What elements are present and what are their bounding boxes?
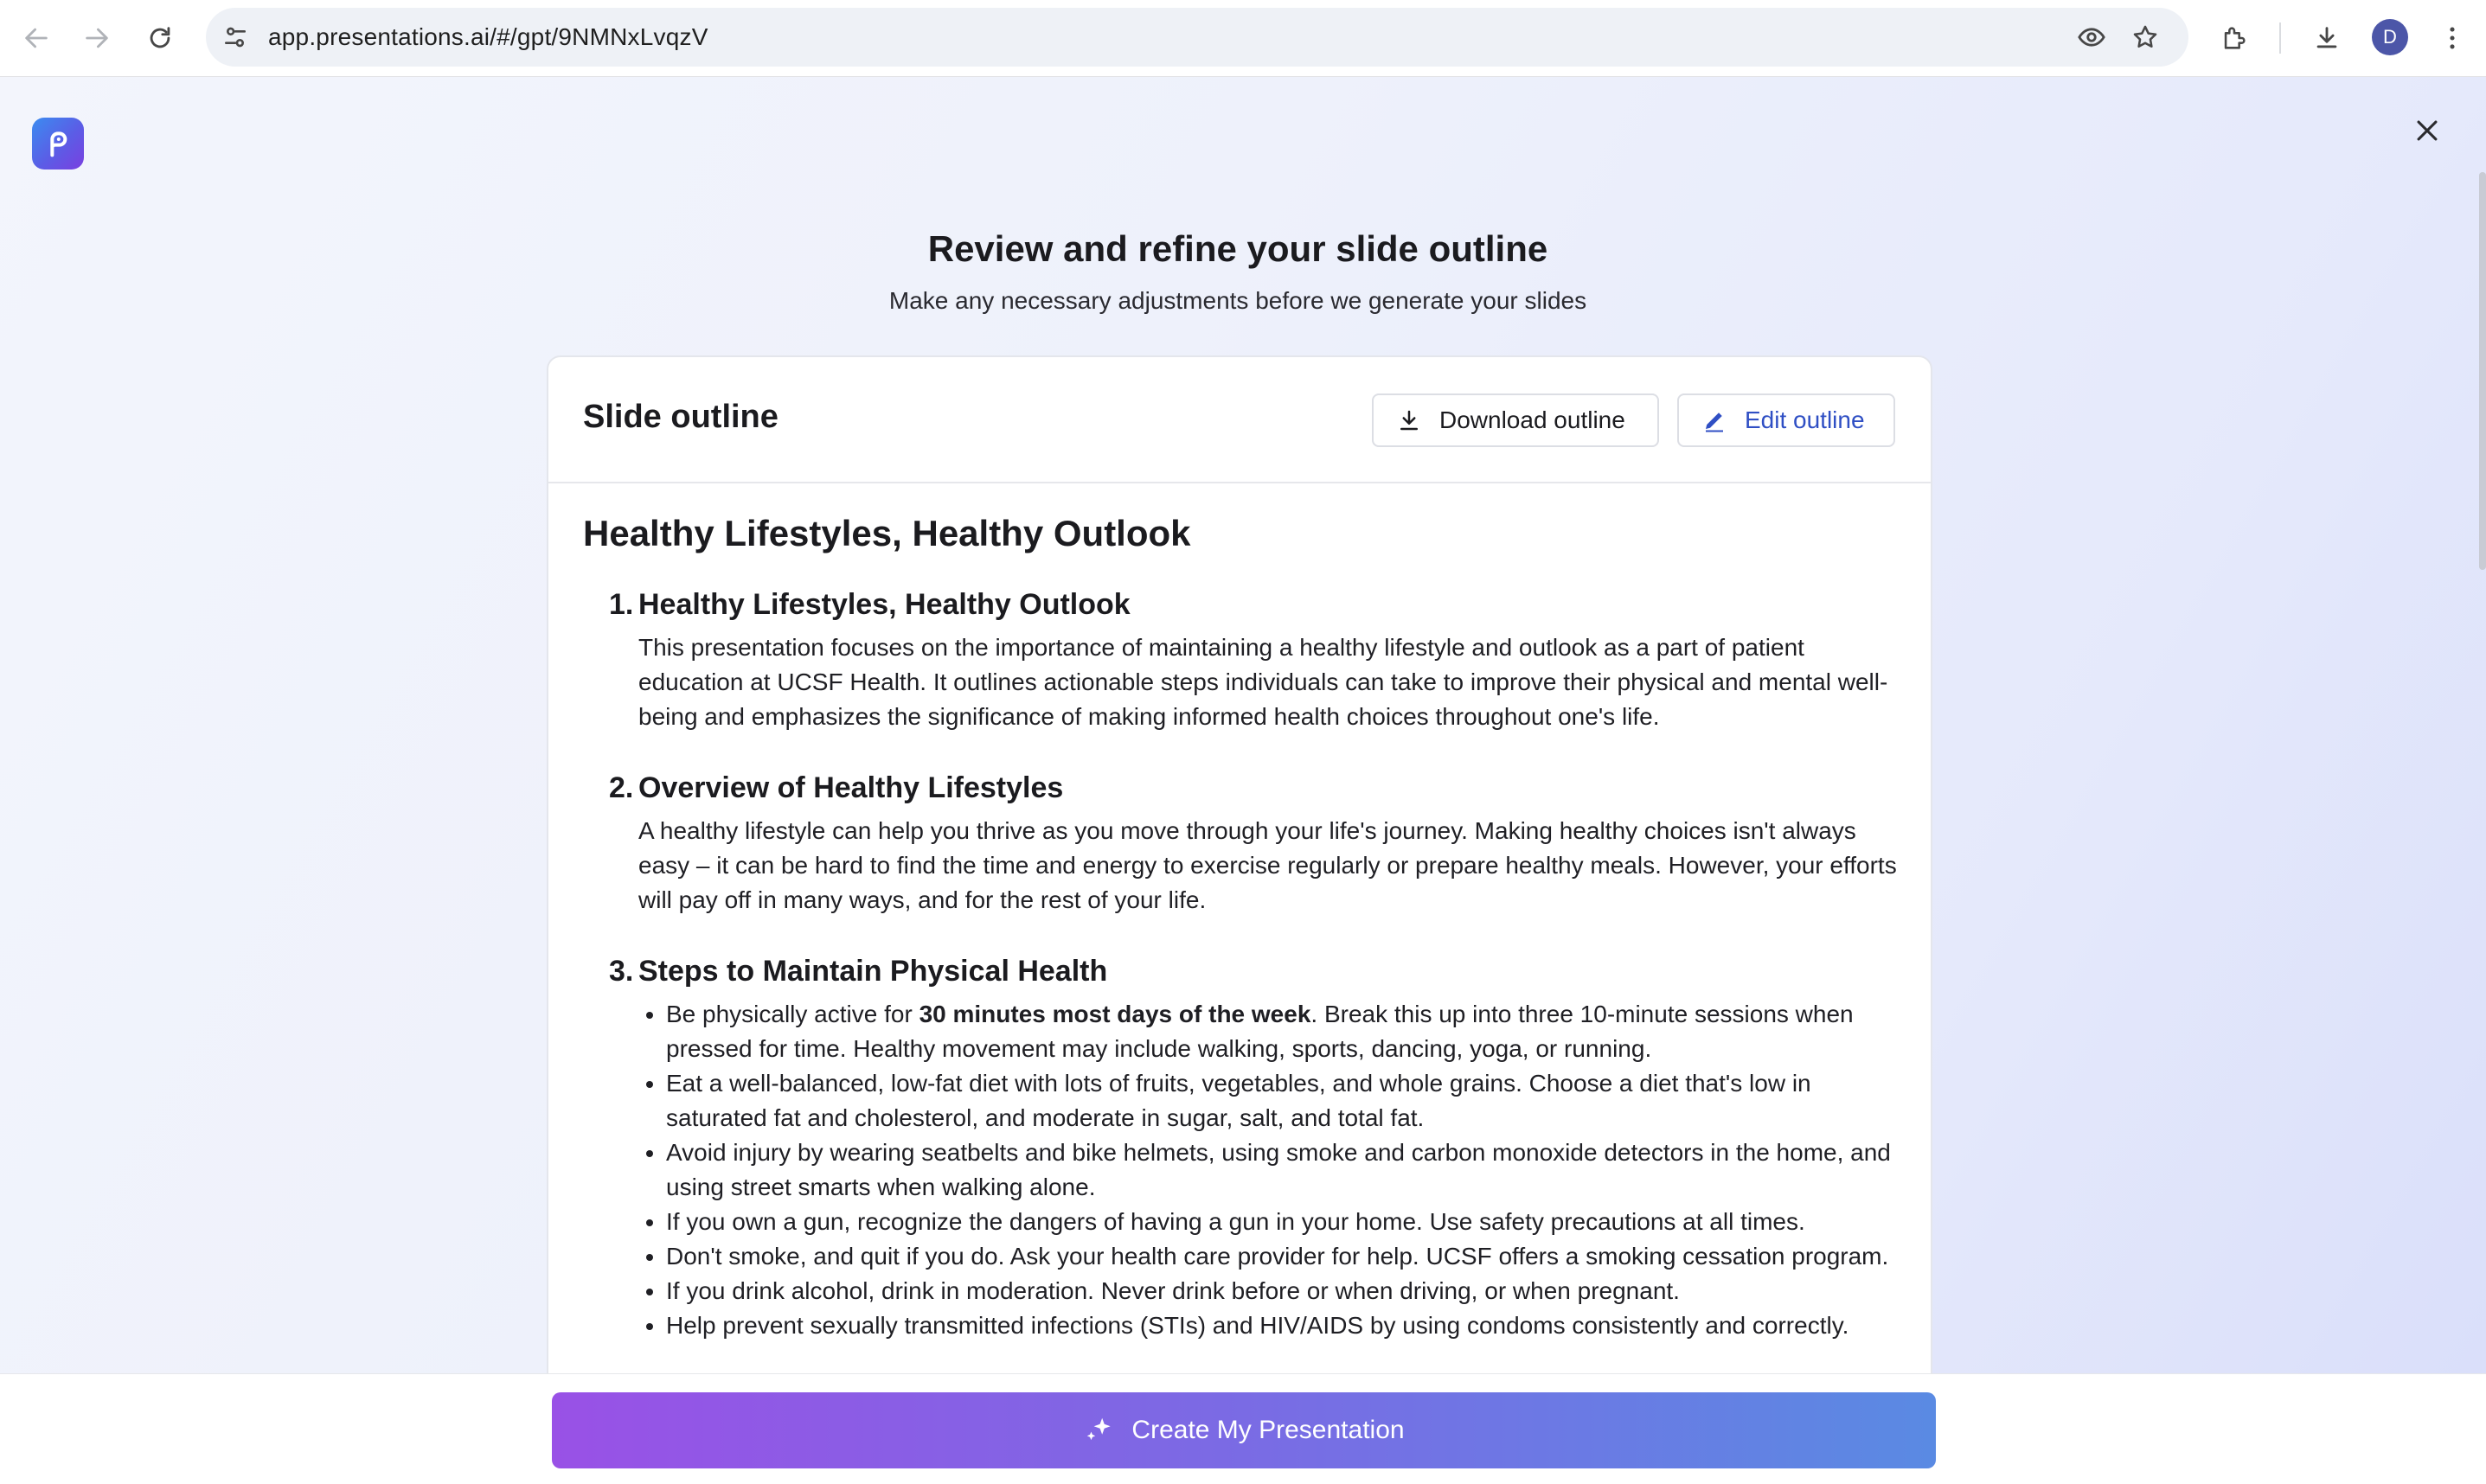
- create-presentation-label: Create My Presentation: [1131, 1416, 1405, 1444]
- edit-outline-button[interactable]: [1677, 393, 1895, 447]
- arrow-right-icon: [82, 23, 112, 53]
- download-outline-button[interactable]: [1372, 393, 1659, 447]
- more-menu-icon[interactable]: [2431, 16, 2474, 60]
- toolbar-separator: [2279, 22, 2281, 54]
- page: [0, 77, 2486, 1484]
- arrow-left-icon: [22, 23, 51, 53]
- bullet-item: • Avoid injury by wearing seatbelts and bike helmets, using smoke and carbon monoxide detectors in the home, and using street smarts when walking alone.: [666, 1135, 1898, 1205]
- pencil-icon: [1701, 407, 1727, 433]
- reload-icon: [145, 23, 175, 53]
- download-icon[interactable]: [2305, 16, 2348, 60]
- card-header: [548, 357, 1931, 483]
- section-number: 3.: [609, 955, 634, 988]
- section-heading: Healthy Lifestyles, Healthy Outlook: [638, 588, 1131, 621]
- section-number: 2.: [609, 771, 634, 804]
- extensions-icon[interactable]: [2213, 16, 2256, 60]
- bullet-item: • Eat a well-balanced, low-fat diet with lots of fruits, vegetables, and whole grains. Choose a diet that's low in saturated fat and cholesterol, and moderate in sugar, salt, and total fat.: [666, 1066, 1898, 1135]
- outline-title: Healthy Lifestyles, Healthy Outlook: [583, 513, 1191, 553]
- section-number: 1.: [609, 588, 634, 621]
- browser-toolbar: [0, 0, 2486, 77]
- section-heading: Steps to Maintain Physical Health: [638, 955, 1108, 988]
- profile-avatar[interactable]: D: [2372, 19, 2408, 55]
- forward-button[interactable]: [73, 14, 121, 62]
- edit-outline-label: Edit outline: [1745, 406, 1865, 433]
- slide-outline-card: [547, 355, 1932, 1484]
- close-icon: [2412, 116, 2442, 145]
- eye-icon[interactable]: [2073, 18, 2111, 56]
- site-settings-icon[interactable]: [218, 20, 253, 54]
- section-bullets: [638, 997, 1898, 1343]
- bullet-item: • If you drink alcohol, drink in moderation. Never drink before or when driving, or when pregnant.: [666, 1274, 1898, 1308]
- sparkle-icon: [1083, 1414, 1116, 1447]
- outline-section-1: [609, 584, 1898, 734]
- download-outline-label: Download outline: [1439, 406, 1625, 433]
- presentations-logo-icon[interactable]: [32, 118, 84, 170]
- bottom-action-bar: [0, 1373, 2486, 1484]
- bookmark-star-icon[interactable]: [2126, 18, 2164, 56]
- outline-content: [583, 482, 1898, 1343]
- bullet-item: • Help prevent sexually transmitted infections (STIs) and HIV/AIDS by using condoms consistently and correctly.: [666, 1308, 1898, 1343]
- page-subtitle: Make any necessary adjustments before we generate your slides: [888, 287, 1587, 314]
- bullet-emphasis: 30 minutes most days of the week: [919, 1001, 1311, 1027]
- card-title: Slide outline: [583, 399, 778, 435]
- section-body: This presentation focuses on the importance of maintaining a healthy lifestyle and outlook as a part of patient education at UCSF Health. It outlines actionable steps individuals can take to improve their physical and mental well-being and emphasizes the significance of making informed health choices throughout one's life.: [638, 634, 1888, 730]
- create-presentation-button[interactable]: [552, 1392, 1936, 1468]
- outline-section-3: [609, 950, 1898, 1343]
- section-body: A healthy lifestyle can help you thrive as you move through your life's journey. Making healthy choices isn't always easy – it can be hard to find the time and energy to exercise regularly or prepare healthy meals. However, your efforts will pay off in many ways, and for the rest of your life.: [638, 817, 1897, 913]
- reload-button[interactable]: [136, 14, 184, 62]
- address-bar[interactable]: [206, 8, 2188, 67]
- close-button[interactable]: [2408, 112, 2446, 150]
- outline-section-2: [609, 767, 1898, 918]
- bullet-item: • Be physically active for 30 minutes most days of the week. Break this up into three 10-minute sessions when pressed for time. Healthy movement may include walking, sports, dancing, yoga, or running.: [666, 997, 1898, 1066]
- scrollbar-thumb[interactable]: [2479, 172, 2486, 570]
- url-text[interactable]: app.presentations.ai/#/gpt/9NMNxLvqzV: [268, 23, 708, 50]
- bullet-item: • Don't smoke, and quit if you do. Ask your health care provider for help. UCSF offers a smoking cessation program.: [666, 1239, 1898, 1274]
- bullet-item: • If you own a gun, recognize the dangers of having a gun in your home. Use safety precautions at all times.: [666, 1205, 1898, 1239]
- page-title: Review and refine your slide outline: [927, 228, 1548, 269]
- back-button[interactable]: [12, 14, 61, 62]
- download-icon: [1396, 407, 1422, 433]
- section-heading: Overview of Healthy Lifestyles: [638, 771, 1064, 804]
